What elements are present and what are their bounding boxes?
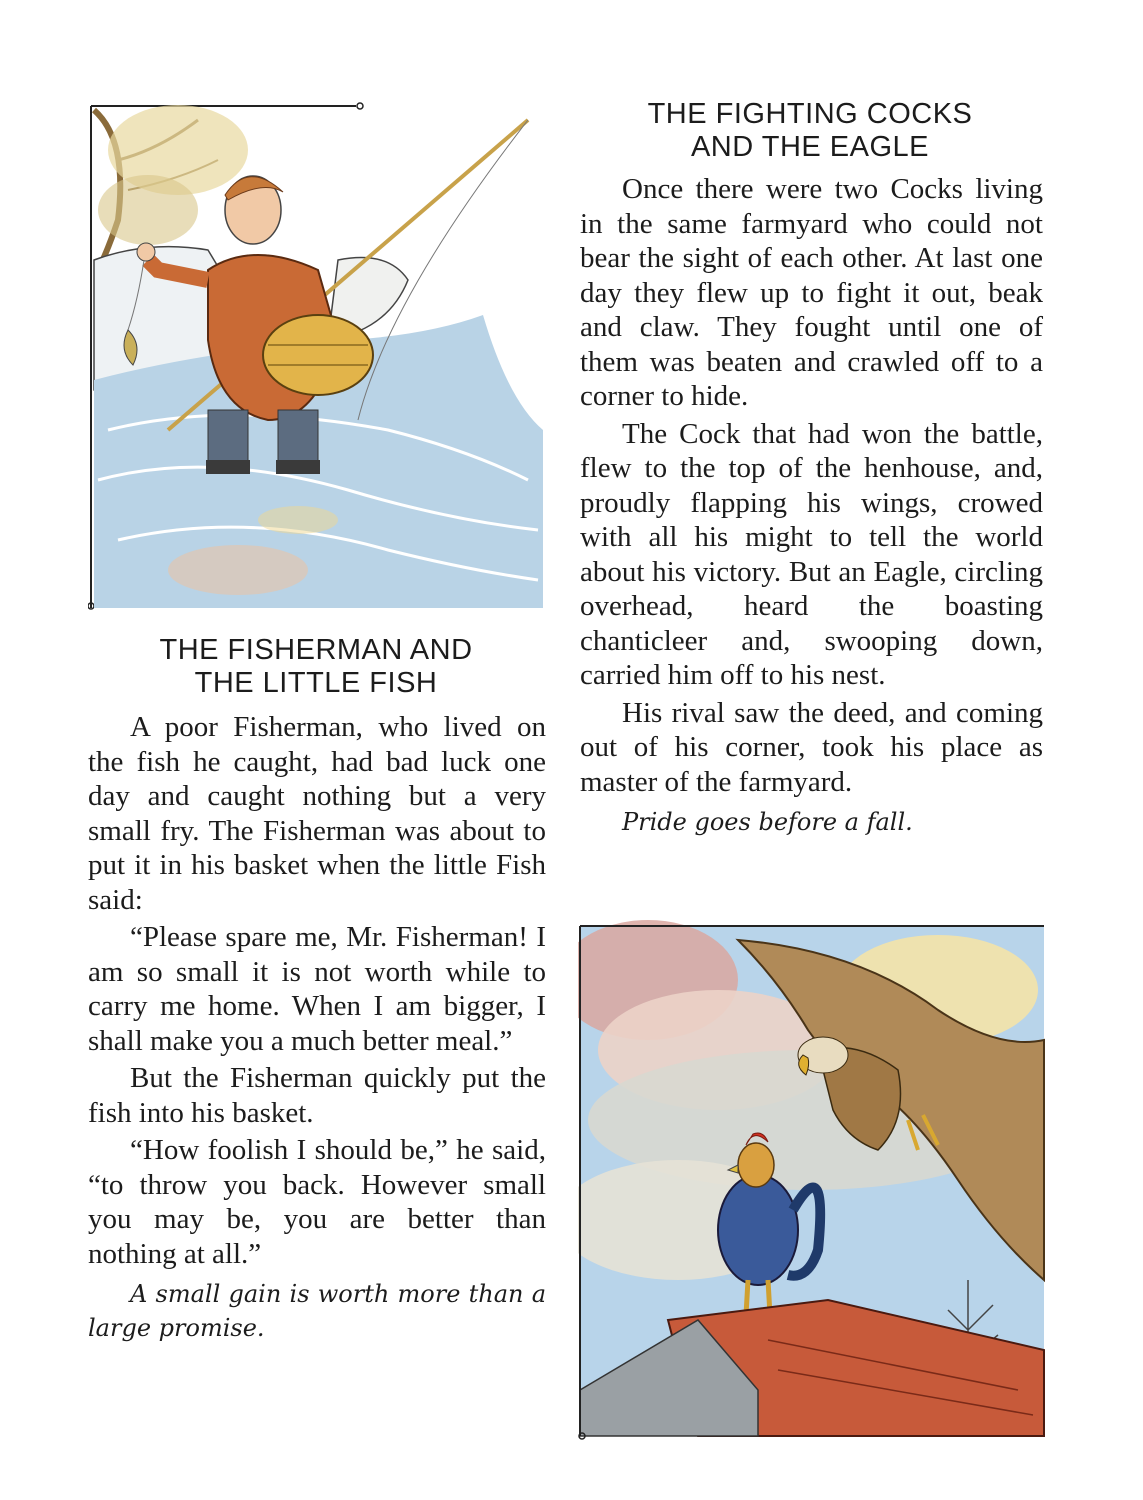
paragraph: But the Fisherman quickly put the fish into his basket. — [88, 1062, 546, 1129]
paragraph: His rival saw the deed, and coming out of his corner, took his place as master of the farmyard. — [580, 696, 1043, 798]
left-title-line1: THE FISHERMAN AND — [159, 634, 473, 666]
moral-text: A small gain is worth more than a large promise. — [88, 1280, 546, 1342]
moral-text: Pride goes before a fall. — [622, 808, 913, 836]
left-story-title — [88, 634, 544, 700]
paragraph: A poor Fisherman, who lived on the fish he caught, had bad luck one day and caught nothing but a very small fry. The Fisherman was about to put it in his basket when the little Fish said: — [88, 711, 546, 916]
paragraph: The Cock that had won the battle, flew to the top of the henhouse, and, proudly flapping his wings, crowed with all his might to tell the world about his victory. But an Eagle, circling overhead, heard the boasting chanticleer and, swooping down, carried him off to his nest. — [580, 417, 1043, 691]
right-title-line2: AND THE EAGLE — [690, 131, 930, 163]
fisherman-illustration — [88, 100, 548, 612]
eagle-cock-illustration — [578, 920, 1046, 1440]
paragraph: “Please spare me, Mr. Fisherman! I am so small it is not worth while to carry me home. When I am bigger, I shall make you a much better meal.” — [88, 921, 546, 1057]
right-story-title — [580, 98, 1040, 164]
left-story-body — [88, 710, 546, 1345]
right-title-line1: THE FIGHTING COCKS — [647, 98, 973, 130]
left-title-line2: THE LITTLE FISH — [194, 667, 438, 699]
paragraph: “How foolish I should be,” he said, “to throw you back. However small you may be, you are better than nothing at all.” — [88, 1134, 546, 1270]
right-story-body — [580, 172, 1043, 839]
paragraph: Once there were two Cocks living in the same farmyard who could not bear the sight of each other. At last one day they flew up to fight it out, beak and claw. They fought until one of them was beaten and crawled off to a corner to hide. — [580, 173, 1043, 412]
